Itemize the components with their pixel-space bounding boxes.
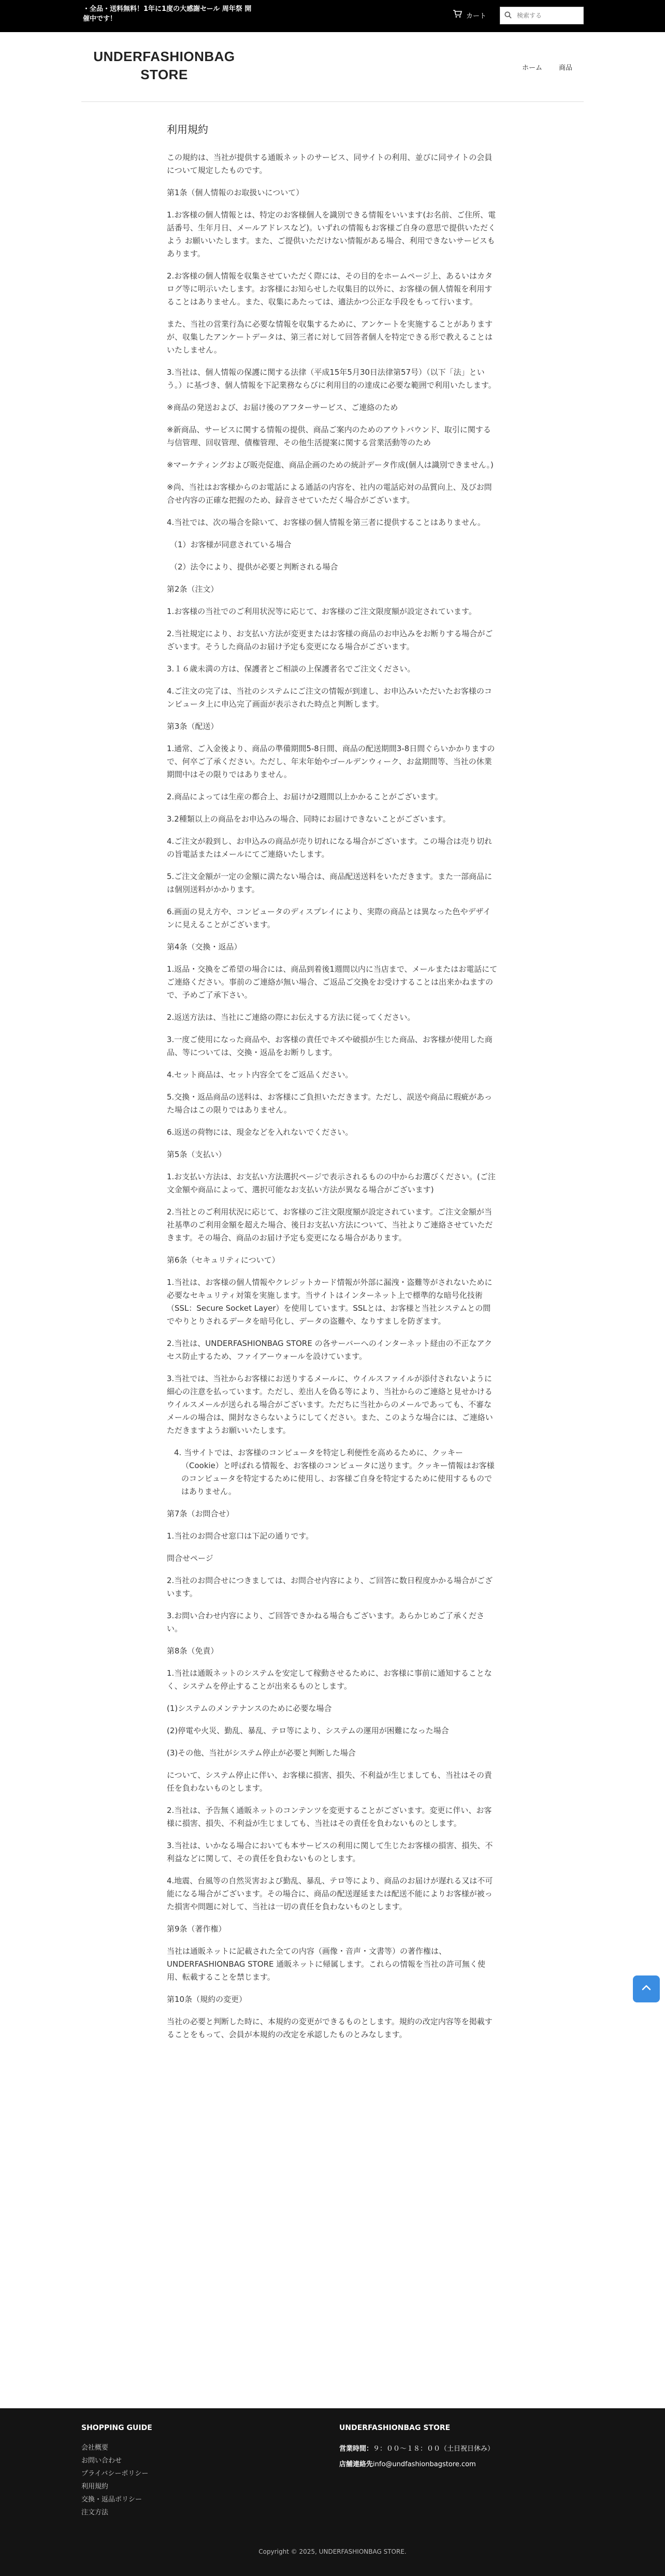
terms-paragraph: 問合せページ: [167, 1554, 213, 1563]
logo-line-2: STORE: [140, 67, 188, 82]
terms-paragraph: 1.通常、ご入金後より、商品の準備期間5-8日間、商品の配送期間3-8日間ぐらいかかりますので、何卒ご了承ください。ただし、年末年始やゴールデンウィーク、お盆期間等、当社の休業期間中はその限りではありません。: [167, 744, 495, 779]
terms-paragraph: 4.ご注文が殺到し、お申込みの商品が売り切れになる場合がございます。この場合は売り切れの旨電話またはメールにてご連絡いたします。: [167, 837, 493, 859]
terms-paragraph: 第6条（セキュリティについて）: [167, 1255, 280, 1265]
business-hours: [339, 2441, 494, 2457]
logo-line-1: UNDERFASHIONBAG: [93, 49, 235, 64]
terms-paragraph: ※マーケティングおよび販売促進、商品企画のための統計データ作成(個人は識別できません。): [167, 460, 494, 470]
terms-paragraph: 1.当社は通販ネットのシステムを安定して稼動させるために、お客様に事前に通知することなく、システムを停止することが出来るものとします。: [167, 1668, 492, 1691]
terms-paragraph: 4.地震、台風等の自然災害および勤乱、暴乱、テロ等により、商品のお届けが遅れる又は不可能になる場合がございます。その場合に、商品の配送遅延または配送不能によりお客様が被った損害や問題に対して、当社は一切の責任を負わないものとします。: [167, 1876, 493, 1911]
nav-products[interactable]: 商品: [559, 64, 573, 72]
terms-paragraph: 3.お問い合わせ内容により、ご回答できかねる場合もございます。あらかじめご了承ください。: [167, 1611, 485, 1633]
contact-label: 店舗連絡先: [339, 2461, 373, 2468]
terms-paragraph: ※新商品、サービスに関する情報の提供、商品ご案内のためのアウトバウンド、取引に関する与信管理、回収管理、債権管理、その他生活提案に関する営業活動等のため: [167, 425, 491, 447]
terms-paragraph: 2.当社は、予告無く通販ネットのコンテンツを変更することがございます。変更に伴い、お客様に損害、損失、不利益が生じましても、当社はその責任を負わないものとします。: [167, 1806, 492, 1828]
copyright: Copyright © 2025, UNDERFASHIONBAG STORE.: [258, 2548, 407, 2555]
terms-paragraph: (2)停電や火災、勤乱、暴乱、テロ等により、システムの運用が困難になった場合: [167, 1726, 449, 1735]
terms-paragraph: ※商品の発送および、お届け後のアフターサービス、ご連絡のため: [167, 403, 398, 412]
terms-paragraph: 4.ご注文の完了は、当社のシステムにご注文の情報が到達し、お申込みいただいたお客様のコンピュータ上に申込完了画面が表示された時点と判断します。: [167, 686, 492, 709]
footer-link-returns[interactable]: 交換・返品ポリシー: [81, 2496, 142, 2504]
terms-paragraph: 1.返品・交換をご希望の場合には、商品到着後1週間以内に当店まで、メールまたはお電話にてご連絡ください。事前のご連絡が無い場合、ご返品ご交換をお受けすることは出来かねますので、予めご了承下さい。: [167, 964, 498, 1000]
shopping-guide-links: [81, 2441, 152, 2519]
terms-body: [167, 151, 498, 2041]
terms-paragraph: 第9条（著作権）: [167, 1924, 226, 1934]
announcement-text: ・全品・送料無料！1年に1度の大感謝セール 周年祭 開催中です！: [83, 5, 252, 23]
terms-paragraph: この規約は、当社が提供する通販ネットのサービス、同サイトの利用、並びに同サイトの会員について規定したものです。: [167, 153, 493, 175]
terms-paragraph: 1.お支払い方法は、お支払い方法選択ページで表示されるものの中からお選びください。(ご注文金額や商品によって、選択可能なお支払い方法が異なる場合がございます): [167, 1172, 496, 1194]
header-divider: [81, 101, 584, 102]
cart-label: カート: [466, 12, 487, 20]
terms-paragraph: 6.画面の見え方や、コンピュータのディスプレイにより、実際の商品とは異なった色やデザインに見えることがございます。: [167, 907, 491, 929]
terms-paragraph: 第7条（お問合せ）: [167, 1509, 234, 1518]
terms-paragraph: 第5条（支払い）: [167, 1150, 226, 1159]
cart-icon: [453, 10, 462, 20]
footer-link-order[interactable]: 注文方法: [81, 2509, 109, 2516]
terms-paragraph: 2.当社規定により、お支払い方法が変更またはお客様の商品のお申込みをお断りする場合がございます。そうした商品のお届け予定も変更になる場合がございます。: [167, 629, 493, 651]
terms-paragraph: 第1条（個人情報のお取扱いについて）: [167, 188, 304, 197]
terms-paragraph: について、システム停止に伴い、お客様に損害、損失、不利益が生じましても、当社はその責任を負わないものとします。: [167, 1770, 492, 1793]
terms-paragraph: 当社の必要と判断した時に、本規約の変更ができるものとします。規約の改定内容等を掲載することをもって、会員が本規約の改定を承認したものとみなします。: [167, 2017, 493, 2039]
search-box[interactable]: [500, 7, 584, 24]
terms-paragraph: 4. 当サイトでは、お客様のコンピュータを特定し利便性を高めるために、クッキー（Cookie）と呼ばれる情報を、お客様のコンピュータに送ります。クッキー情報はお客様のコンピュータを特定するために使用し、お客様ご自身を特定するために使用するものではありません。: [174, 1448, 495, 1496]
hours-value: ９：００〜１８：００（土日祝日休み）: [373, 2445, 495, 2453]
search-icon[interactable]: [504, 11, 512, 21]
main-nav: [522, 62, 572, 72]
store-logo[interactable]: [81, 48, 247, 84]
terms-paragraph: 1.当社のお問合せ窓口は下記の通りです。: [167, 1531, 314, 1541]
terms-paragraph: 4.セット商品は、セット内容全てをご返品ください。: [167, 1070, 353, 1079]
terms-paragraph: （1）お客様が同意されている場合: [170, 540, 292, 549]
terms-paragraph: 6.返送の荷物には、現金などを入れないでください。: [167, 1128, 353, 1137]
site-footer: [0, 2408, 665, 2576]
terms-content: [167, 122, 498, 2051]
terms-paragraph: 5.交換・返品商品の送料は、お客様にご負担いただきます。ただし、誤送や商品に瑕疵があった場合はこの限りではありません。: [167, 1092, 492, 1115]
terms-paragraph: 第8条（免責）: [167, 1646, 219, 1656]
terms-paragraph: 3.当社では、当社からお客様にお送りするメールに、ウイルスファイルが添付されないように細心の注意を払っています。ただし、差出人を偽る等により、当社からのご連絡と見せかけるウイルスメールが送られる場合がございます。ただちに当社からのメールであっても、不審なメールの場合は、開封なさらないようにしてください。また、このような場合には、ご連絡いただきますようお願いいたします。: [167, 1374, 493, 1435]
terms-paragraph: 2.商品によっては生産の都合上、お届けが2週間以上かかることがございます。: [167, 792, 443, 801]
terms-paragraph: (1)システムのメンテナンスのために必要な場合: [167, 1704, 332, 1713]
terms-paragraph: 1.お客様の当社でのご利用状況等に応じて、お客様のご注文限度額が設定されています。: [167, 607, 476, 616]
contact-email[interactable]: info@undfashionbagstore.com: [373, 2461, 476, 2468]
terms-paragraph: （2）法令により、提供が必要と判断される場合: [170, 562, 338, 572]
terms-paragraph: 3.１６歳未満の方は、保護者とご相談の上保護者名でご注文ください。: [167, 664, 415, 674]
terms-paragraph: 2.当社は、UNDERFASHIONBAG STORE の各サーバーへのインターネット経由の不正なアクセス防止するため、ファイアーウォールを設けています。: [167, 1339, 493, 1361]
terms-paragraph: 3.一度ご使用になった商品や、お客様の責任でキズや破損が生じた商品、お客様が使用した商品、等については、交換・返品をお断りします。: [167, 1035, 493, 1057]
footer-link-privacy[interactable]: プライバシーポリシー: [81, 2470, 149, 2478]
terms-paragraph: また、当社の営業行為に必要な情報を収集するために、アンケートを実施することがありますが、収集したアンケートデータは、第三者に対して回答者個人を特定できる形で教えることはいたしません。: [167, 319, 493, 355]
terms-paragraph: 2.当社とのご利用状況に応じて、お客様のご注文限度額が設定されています。ご注文金額が当社基準のご利用金額を超えた場合、後日お支払い方法について、当社よりご連絡させていただきます。その場合、商品のお届け予定も変更になる場合があります。: [167, 1207, 493, 1242]
terms-paragraph: 第3条（配送）: [167, 722, 219, 731]
store-info-title: UNDERFASHIONBAG STORE: [339, 2424, 451, 2432]
announcement-bar: [0, 0, 665, 32]
footer-link-company[interactable]: 会社概要: [81, 2444, 109, 2452]
terms-paragraph: 当社は通販ネットに記載された全ての内容（画像・音声・文書等）の著作権は、UNDERFASHIONBAG STORE 通販ネットに帰属します。これらの情報を当社の許可無く使用、転載することを禁じます。: [167, 1946, 486, 1982]
terms-paragraph: 4.当社では、次の場合を除いて、お客様の個人情報を第三者に提供することはありません。: [167, 518, 485, 527]
footer-link-terms[interactable]: 利用規約: [81, 2483, 109, 2491]
terms-paragraph: 1.当社は、お客様の個人情報やクレジットカード情報が外部に漏洩・盗難等がされないために必要なセキュリティ対策を実施します。当サイトはインターネット上で標準的な暗号化技術（SSL：Secure Socket Layer）を使用しています。SSLとは、お客様と当社システムとの間でやりとりされるデータを暗号化し、データの盗難や、なりすましを防ぎます。: [167, 1278, 493, 1326]
shopping-guide-title: SHOPPING GUIDE: [81, 2424, 152, 2432]
page-title: 利用規約: [167, 123, 208, 136]
terms-paragraph: 第2条（注文）: [167, 584, 219, 594]
scroll-to-top-button[interactable]: [633, 1975, 660, 2002]
terms-paragraph: 第4条（交換・返品）: [167, 942, 242, 952]
terms-paragraph: 3.2種類以上の商品をお申込みの場合、同時にお届けできないことがございます。: [167, 814, 451, 824]
store-info: [339, 2424, 494, 2472]
terms-paragraph: ※尚、当社はお客様からのお電話による通話の内容を、社内の電話応対の品質向上、及びお問合せ内容の正確な把握のため、録音させていただく場合がございます。: [167, 482, 492, 505]
terms-paragraph: 3.当社は、いかなる場合においても本サービスの利用に関して生じたお客様の損害、損失、不利益などに関して、その責任を負わないものとします。: [167, 1841, 493, 1863]
arrow-up-icon: [641, 1982, 652, 1996]
hours-label: 営業時間：: [339, 2445, 373, 2453]
cart-link[interactable]: [453, 10, 486, 20]
store-contact: [339, 2457, 494, 2472]
nav-home[interactable]: ホーム: [522, 64, 543, 72]
terms-paragraph: 2.返送方法は、当社にご連絡の際にお伝えする方法に従ってください。: [167, 1013, 415, 1022]
terms-paragraph: 3.当社は、個人情報の保護に関する法律（平成15年5月30日法律第57号）（以下「法」という。）に基づき、個人情報を下記業務ならびに利用目的の達成に必要な範囲で利用いたします。: [167, 368, 496, 390]
terms-paragraph: 2.お客様の個人情報を収集させていただく際には、その目的をホームページ上、あるいはカタログ等に明示いたします。お客様にお知らせした収集目的以外に、お客様の個人情報を利用することはありません。また、収集にあたっては、適法かつ公正な手段をもって行います。: [167, 271, 493, 306]
terms-paragraph: 1.お客様の個人情報とは、特定のお客様個人を識別できる情報をいいます(お名前、ご住所、電話番号、生年月日、メールアドレスなど)。いずれの情報もお客様ご自身の意思で提供いただくよう お願いいたします。また、ご提供いただけない情報がある場合、利用できないサービスもあります。: [167, 210, 496, 258]
terms-paragraph: (3)その他、当社がシステム停止が必要と判断した場合: [167, 1748, 356, 1758]
search-input[interactable]: [516, 11, 579, 20]
shopping-guide: [81, 2424, 152, 2519]
terms-paragraph: 5.ご注文金額が一定の金額に満たない場合は、商品配送送料をいただきます。また一部商品には個別送料がかかります。: [167, 872, 493, 894]
terms-paragraph: 第10条（規約の変更）: [167, 1995, 247, 2004]
footer-link-contact[interactable]: お問い合わせ: [81, 2457, 122, 2465]
terms-paragraph: 2.当社のお問合せにつきましては、お問合せ内容により、ご回答に数日程度かかる場合がございます。: [167, 1576, 493, 1598]
